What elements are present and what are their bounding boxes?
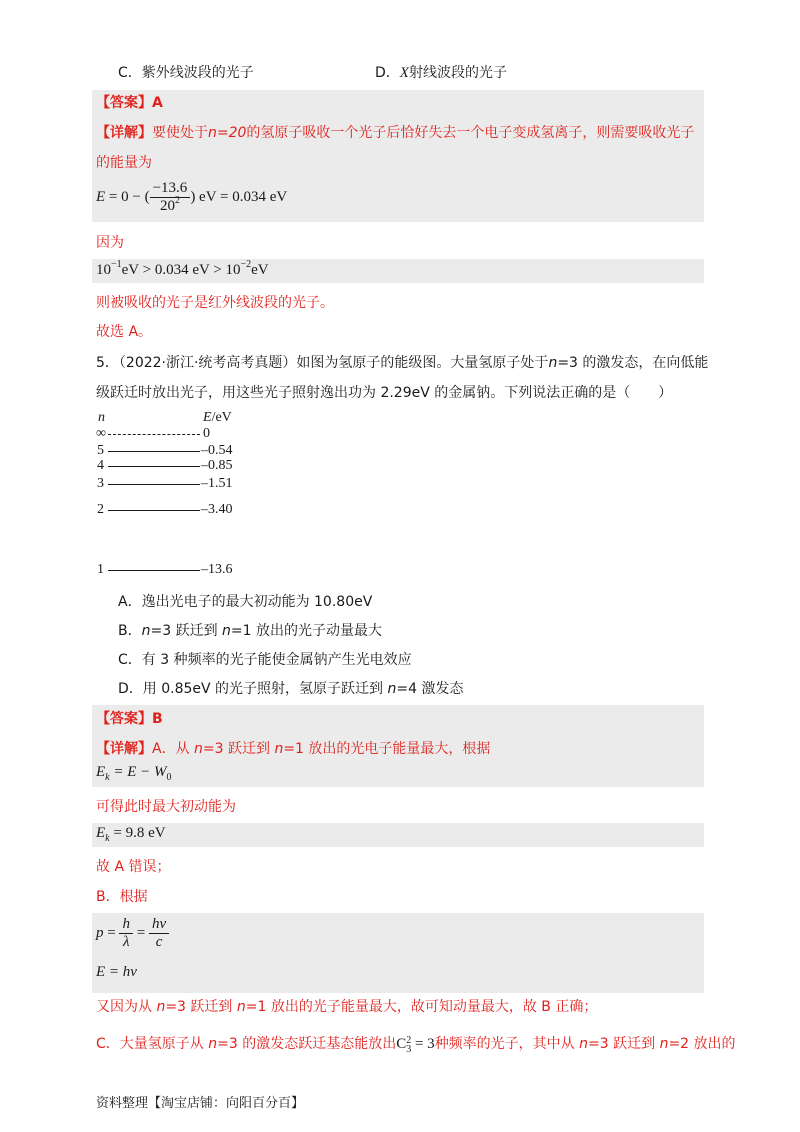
eq3-frac2	[149, 916, 169, 951]
level-n-inf: ∞	[96, 426, 106, 441]
prev-option-c: C．紫外线波段的光子	[118, 65, 254, 81]
comb-sup: 2	[406, 1034, 412, 1046]
option-d-pre: D．用 0.85eV 的光子照射，氢原子跃迁到	[118, 681, 388, 697]
comb-eq: = 3	[411, 1036, 435, 1052]
diagram-E-unit: /eV	[211, 410, 232, 425]
option-b-n2: n	[222, 623, 231, 639]
ineq-mid: eV > 0.034 eV > 10	[121, 262, 241, 278]
q5-b-label: B．根据	[96, 889, 148, 905]
option-b-mid: =3 跃迁到	[150, 623, 223, 639]
q5-stem-n: n	[548, 355, 558, 371]
b-conc-n2: n	[236, 999, 246, 1015]
q5-detail-a-n2: n	[274, 741, 284, 757]
level-line-4	[108, 466, 200, 467]
c-line-a: C．大量氢原子从	[96, 1036, 209, 1052]
eq3-frac1	[119, 916, 133, 951]
level-line-1	[108, 570, 200, 571]
q5-option-b	[118, 620, 382, 640]
level-n-1: 1	[97, 562, 104, 577]
option-d-rest-q5: =4 激发态	[396, 681, 464, 697]
c-line-n2: n	[579, 1036, 589, 1052]
option-d-n: n	[387, 681, 397, 697]
level-line-2	[108, 510, 200, 511]
diagram-E-label	[203, 410, 232, 426]
eq-ek-value	[96, 825, 166, 842]
c-line-e: =2 放出的	[668, 1036, 736, 1052]
formula-den-exp: 2	[174, 195, 180, 206]
eq1-k: k	[105, 772, 110, 783]
level-E-inf: 0	[203, 426, 210, 441]
comb-sub: 3	[406, 1043, 412, 1055]
level-n-2: 2	[97, 502, 104, 517]
level-E-3: –1.51	[201, 476, 233, 491]
b-conc-c: =1 放出的光子能量最大，故可知动量最大，故 B 正确；	[245, 999, 598, 1015]
eq3-h: h	[119, 916, 133, 934]
ineq-exp2: −2	[240, 259, 252, 270]
b-conc-b: =3 跃迁到	[165, 999, 237, 1015]
eq3-c: c	[155, 934, 163, 950]
q4-detail-line2: 的能量为	[96, 155, 152, 171]
q5-a-wrong: 故 A 错误；	[96, 859, 171, 875]
option-b-pre: B．	[118, 623, 142, 639]
ineq-end: eV	[251, 262, 269, 278]
b-conc-n1: n	[156, 999, 166, 1015]
option-b-rest: =1 放出的光子动量最大	[230, 623, 382, 639]
q4-detail-text2: 的氢原子吸收一个光子后恰好失去一个电子变成氢离子，则需要吸收光子	[246, 125, 695, 141]
eq-photon-energy: E = hν	[96, 964, 137, 980]
c-line-n1: n	[208, 1036, 218, 1052]
q4-answer: 【答案】A	[96, 95, 163, 111]
diagram-n-label: n	[98, 410, 105, 425]
level-n-5: 5	[97, 443, 104, 458]
q5-c-line	[96, 1033, 736, 1054]
ineq-exp1: −1	[111, 259, 122, 270]
option-d-rest: 射线波段的光子	[408, 65, 507, 81]
combination-C32	[396, 1034, 435, 1055]
eq-ek-def	[96, 764, 172, 781]
formula-end: ) eV = 0.034 eV	[190, 188, 288, 205]
eq-momentum: p = $\frac{h}{\lambda}$ = $\frac{h\nu}{c}$	[96, 916, 169, 951]
eq1-E: E	[96, 764, 106, 780]
eq3-lambda: λ	[122, 934, 130, 950]
option-d-var: X	[399, 65, 409, 81]
q5-momentum-shade	[92, 913, 704, 993]
q5-option-d	[118, 678, 463, 698]
q5-stem-line2: 级跃迁时放出光子，用这些光子照射逸出功为 2.29eV 的金属钠。下列说法正确的是（ ）	[96, 385, 673, 401]
q5-maxke-text: 可得此时最大初动能为	[96, 799, 236, 815]
level-E-5: –0.54	[201, 443, 233, 458]
level-E-4: –0.85	[201, 458, 233, 473]
eq1-mid: = E − W	[109, 764, 167, 780]
c-line-c: 种频率的光子，其中从	[434, 1036, 580, 1052]
footer-source: 资料整理【淘宝店铺：向阳百分百】	[96, 1096, 305, 1111]
level-E-1: –13.6	[201, 562, 233, 577]
c-line-d: =3 跃迁到	[588, 1036, 660, 1052]
q5-ek-shade	[92, 823, 704, 847]
q5-detail-a	[96, 738, 490, 758]
q5-stem-b: =3 的激发态，在向低能	[557, 355, 709, 371]
q5-detail-a-pre: A．从	[152, 741, 195, 757]
formula-E: E	[96, 188, 106, 205]
eq3-hv: hν	[149, 916, 169, 934]
eq1-0: 0	[166, 772, 172, 783]
level-line-3	[108, 484, 200, 485]
q5-option-c: C．有 3 种频率的光子能使金属钠产生光电效应	[118, 652, 412, 668]
q5-detail-a-rest: =1 放出的光电子能量最大，根据	[283, 741, 491, 757]
q4-choice: 故选 A。	[96, 324, 153, 340]
q4-because: 因为	[96, 235, 124, 251]
formula-mid: = 0 − (	[105, 188, 150, 205]
comb-C: C	[396, 1036, 407, 1052]
option-d-prefix: D．	[375, 65, 400, 81]
level-line-inf	[108, 434, 200, 435]
level-n-3: 3	[97, 476, 104, 491]
q5-b-conclusion	[96, 996, 736, 1016]
q5-detail-a-n1: n	[194, 741, 203, 757]
q4-detail-text: 要使处于	[152, 125, 208, 141]
eq2-k: k	[105, 833, 110, 844]
q5-detail-label: 【详解】	[96, 741, 152, 757]
q5-option-a: A．逸出光电子的最大初动能为 10.80eV	[118, 594, 373, 610]
eq2-rest: = 9.8 eV	[109, 825, 166, 841]
option-b-n1: n	[141, 623, 151, 639]
q4-conclusion: 则被吸收的光子是红外线波段的光子。	[96, 295, 334, 311]
level-n-4: 4	[97, 458, 104, 473]
c-line-n3: n	[659, 1036, 669, 1052]
q5-stem-a: 5．（2022·浙江·统考高考真题）如图为氢原子的能级图。大量氢原子处于	[96, 355, 549, 371]
q5-detail-a-mid: =3 跃迁到	[202, 741, 275, 757]
diagram-E: E	[203, 410, 212, 425]
eq2-E: E	[96, 825, 106, 841]
c-line-b: =3 的激发态跃迁基态能放出	[217, 1036, 397, 1052]
q5-answer: 【答案】B	[96, 711, 163, 727]
q4-n20: n=20	[208, 125, 247, 141]
ineq-base1: 10	[96, 262, 111, 278]
eq3-p: p	[96, 924, 104, 941]
level-E-2: –3.40	[201, 502, 233, 517]
q4-detail-label: 【详解】	[96, 125, 152, 141]
formula-numerator: −13.6	[150, 180, 191, 198]
formula-den-base: 20	[159, 198, 175, 214]
level-line-5	[108, 451, 200, 452]
b-conc-a: 又因为从	[96, 999, 157, 1015]
